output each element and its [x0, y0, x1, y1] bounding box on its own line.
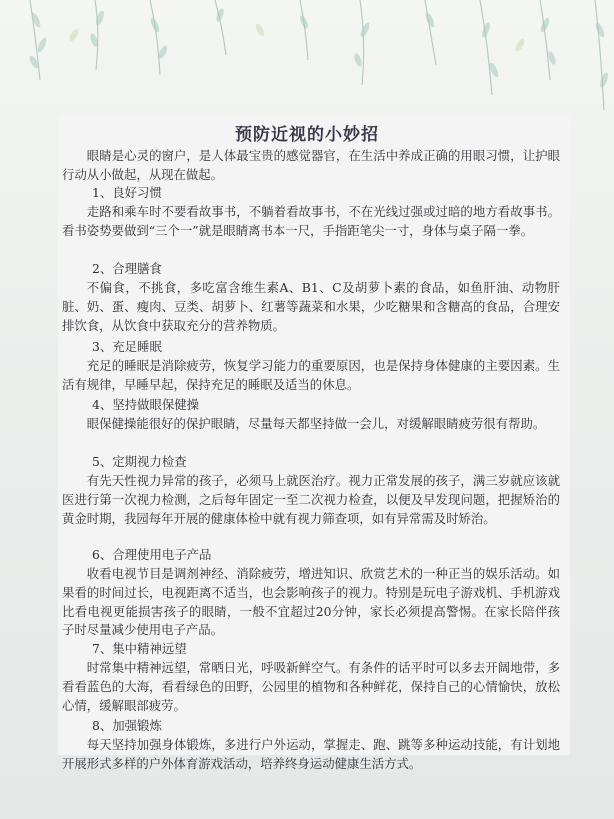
section-heading-1: 1、良好习惯: [92, 185, 162, 200]
section-heading-7: 7、集中精神远望: [92, 641, 187, 656]
page-title: 预防近视的小妙招: [235, 125, 379, 145]
section-body-3: 充足的睡眠是消除疲劳，恢复学习能力的重要原因，也是保持身体健康的主要因素。生活有规律，早睡早起，保持充足的睡眠及适当的休息。: [62, 358, 560, 392]
section-heading-3: 3、充足睡眠: [92, 339, 162, 354]
intro-paragraph: 眼睛是心灵的窗户，是人体最宝贵的感觉器官，在生活中养成正确的用眼习惯，让护眼行动从小做起，从现在做起。: [62, 148, 560, 182]
section-body-7: 时常集中精神远望，常晒日光，呼吸新鲜空气。有条件的话平时可以多去开阔地带，多看看蓝色的大海，看看绿色的田野，公园里的植物和各种鲜花，保持自己的心情愉快，放松心情，缓解眼部疲劳。: [62, 660, 560, 713]
section-body-5: 有先天性视力异常的孩子，必须马上就医治疗。视力正常发展的孩子，满三岁就应该就医进行第一次视力检测，之后每年固定一至二次视力检查，以便及早发现问题，把握矫治的黄金时期，我园每年开展的健康体检中就有视力筛查项，如有异常需及时矫治。: [62, 473, 560, 526]
section-body-1: 走路和乘车时不要看故事书，不躺着看故事书，不在光线过强或过暗的地方看故事书。看书姿势要做到“三个一”就是眼睛离书本一尺，手指距笔尖一寸，身体与桌子隔一拳。: [62, 204, 560, 238]
section-heading-4: 4、坚持做眼保健操: [92, 397, 200, 412]
section-body-6: 收看电视节目是调剂神经、消除疲劳，增进知识、欣赏艺术的一种正当的娱乐活动。如果看的时间过长，电视距离不适当，也会影响孩子的视力。特别是玩电子游戏机、手机游戏比看电视更能损害孩子的眼睛，一般不宜超过20分钟，家长必须提高警惕。在家长陪伴孩子时尽量减少使用电子产品。: [62, 566, 560, 638]
section-heading-5: 5、定期视力检查: [92, 454, 187, 469]
section-body-2: 不偏食，不挑食，多吃富含维生素A、B1、C及胡萝卜素的食品，如鱼肝油、动物肝脏、奶、蛋、瘦肉、豆类、胡萝卜、红薯等蔬菜和水果，少吃糖果和含糖高的食品，合理安排饮食，从饮食中获取充分的营养物质。: [62, 280, 560, 333]
section-body-4: 眼保健操能很好的保护眼睛，尽量每天都坚持做一会儿，对缓解眼睛疲劳很有帮助。: [86, 416, 546, 431]
section-body-8: 每天坚持加强身体锻炼，多进行户外运动，掌握走、跑、跳等多种运动技能，有计划地开展形式多样的户外体育游戏活动，培养终身运动健康生活方式。: [62, 737, 560, 771]
section-heading-8: 8、加强锻炼: [92, 718, 162, 733]
section-heading-2: 2、合理膳食: [92, 261, 162, 276]
section-heading-6: 6、合理使用电子产品: [92, 547, 212, 562]
